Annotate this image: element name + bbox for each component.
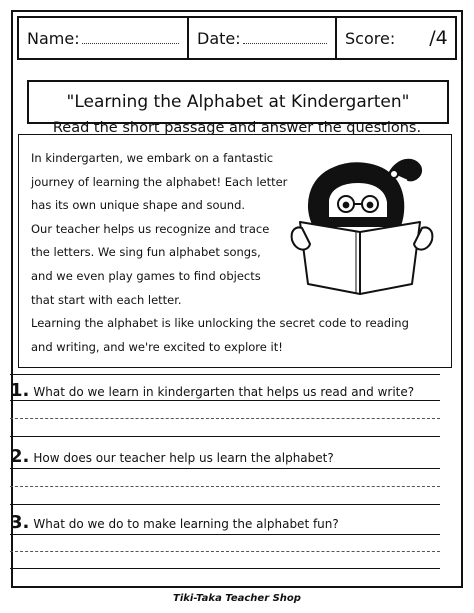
- question-number: 3.: [10, 512, 30, 533]
- answer-line[interactable]: [10, 551, 440, 552]
- girl-reading-book-illustration: [286, 148, 438, 296]
- question-text: What do we do to make learning the alphabet fun?: [33, 517, 339, 531]
- score-cell: [335, 18, 455, 58]
- answer-line[interactable]: [10, 534, 440, 535]
- answer-line[interactable]: [10, 504, 440, 505]
- question-1: [10, 380, 440, 401]
- worksheet-title: "Learning the Alphabet at Kindergarten": [27, 80, 449, 124]
- passage-line: the letters. We sing fun alphabet songs,: [31, 245, 261, 260]
- question-text: How does our teacher help us learn the alphabet?: [33, 451, 334, 465]
- date-blank[interactable]: [243, 32, 327, 44]
- header-bar: [17, 16, 457, 60]
- passage-line: journey of learning the alphabet! Each letter: [31, 174, 288, 189]
- passage-line: Learning the alphabet is like unlocking the secret code to reading: [31, 316, 409, 331]
- passage-line: has its own unique shape and sound.: [31, 198, 246, 213]
- answer-line[interactable]: [10, 400, 440, 401]
- passage-line: and writing, and we're excited to explore it!: [31, 339, 283, 354]
- question-3: [10, 512, 440, 533]
- name-cell[interactable]: [19, 18, 187, 58]
- answer-line[interactable]: [10, 436, 440, 437]
- question-number: 2.: [10, 446, 30, 467]
- footer-credit: Tiki-Taka Teacher Shop: [173, 593, 301, 604]
- answer-line[interactable]: [10, 568, 440, 569]
- passage-line: that start with each letter.: [31, 292, 182, 307]
- question-1-top-rule: [10, 374, 440, 375]
- score-label: Score:: [345, 28, 396, 48]
- date-cell[interactable]: [187, 18, 335, 58]
- name-label: Name:: [27, 28, 80, 48]
- score-value: /4: [429, 27, 448, 49]
- passage-line: and we even play games to find objects: [31, 268, 261, 283]
- date-label: Date:: [197, 28, 241, 48]
- passage-line: In kindergarten, we embark on a fantastic: [31, 151, 274, 165]
- question-text: What do we learn in kindergarten that helps us read and write?: [33, 385, 415, 399]
- name-blank[interactable]: [82, 32, 179, 44]
- answer-line[interactable]: [10, 418, 440, 419]
- answer-line[interactable]: [10, 486, 440, 487]
- answer-line[interactable]: [10, 468, 440, 469]
- passage-line: Our teacher helps us recognize and trace: [31, 221, 270, 236]
- question-number: 1.: [10, 380, 30, 401]
- instructions: Read the short passage and answer the questions.: [52, 120, 422, 136]
- question-2: [10, 446, 440, 467]
